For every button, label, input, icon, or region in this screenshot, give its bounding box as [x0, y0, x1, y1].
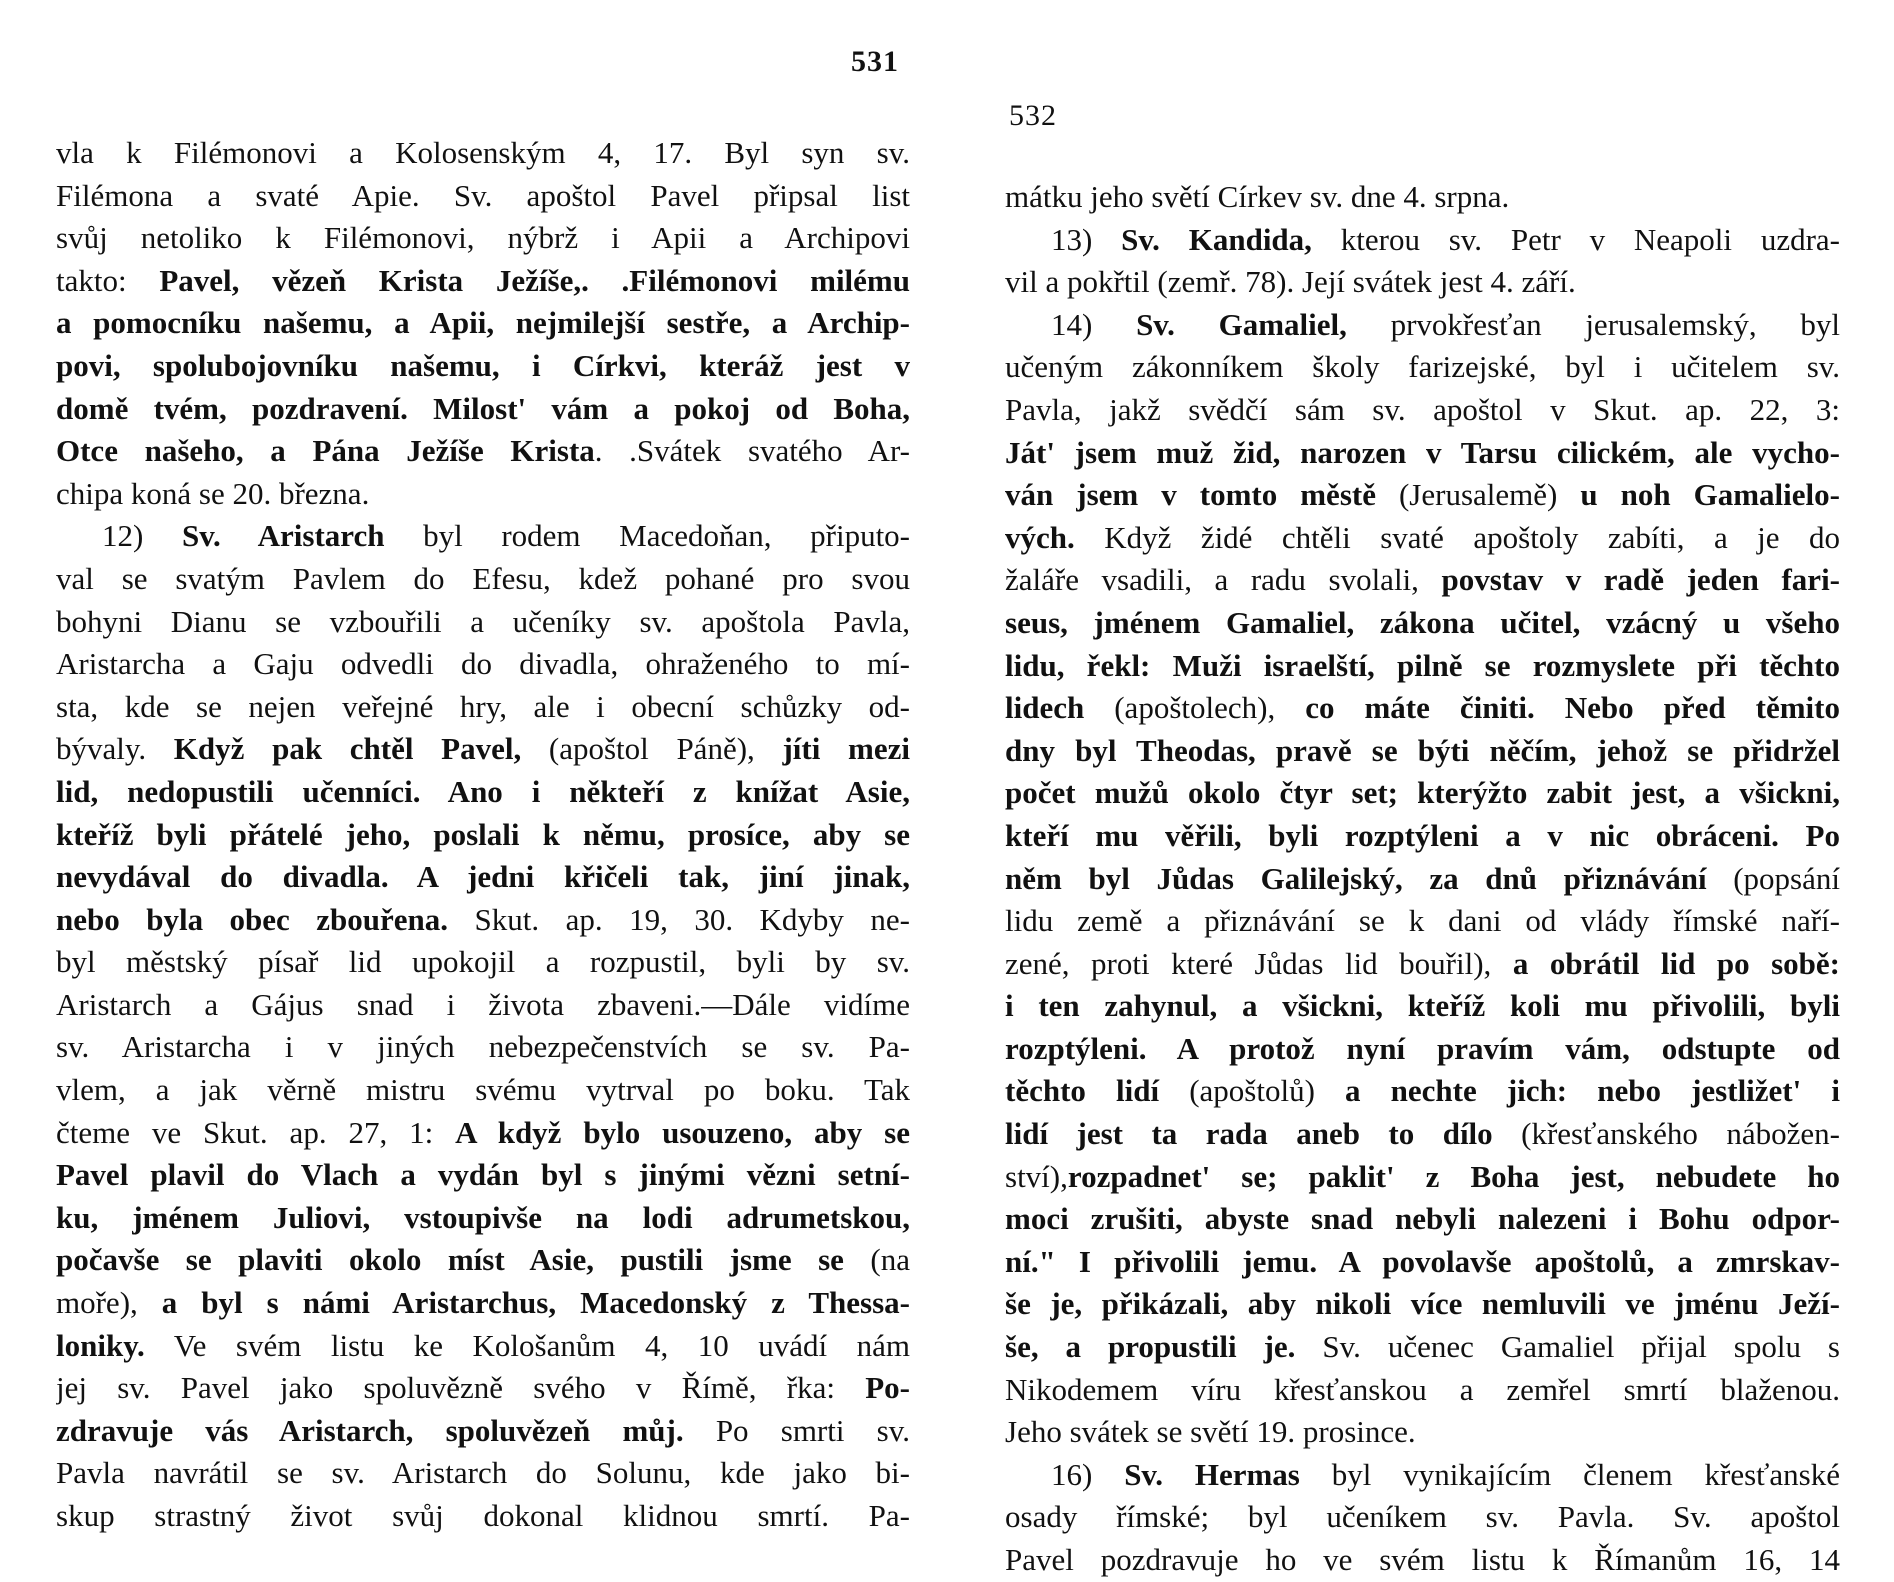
bold-text: počet mužů okolo čtyr set; kterýžto zabit jest, a všickni, [1005, 775, 1840, 811]
text-line [1005, 1028, 1840, 1071]
bold-text: Ját' jsem muž žid, narozen v Tarsu cilickém, ale vycho- [1005, 434, 1840, 470]
bold-text: zdravuje vás Aristarch, spoluvězeň můj. [56, 1412, 684, 1448]
text-line [56, 430, 910, 473]
text-line [56, 1197, 910, 1240]
text-line [56, 175, 910, 218]
text-span: val se svatým Pavlem do Efesu, kdež pohané pro svou [56, 560, 910, 596]
text-span: prvokřesťan jerusalemský, byl [1346, 306, 1840, 342]
text-line [56, 1367, 910, 1410]
text-line [1005, 261, 1840, 304]
bold-text: seus, jménem Gamaliel, zákona učitel, vzácný u všeho [1005, 604, 1840, 640]
text-line [56, 515, 910, 558]
bold-text: kteříž byli přátelé jeho, poslali k němu, prosíce, aby se [56, 816, 910, 852]
text-span: (Jerusalemě) [1375, 477, 1581, 513]
text-span: svůj netoliko k Filémonovi, nýbrž i Apii a Archipovi [56, 220, 910, 256]
bold-text: A když bylo usouzeno, aby se [455, 1114, 910, 1150]
text-line [1005, 219, 1840, 262]
text-line [56, 1112, 910, 1155]
text-span: Jeho svátek se světí 19. prosince. [1005, 1414, 1416, 1450]
bold-text: ván jsem v tomto městě [1005, 477, 1376, 513]
bold-text: dny byl Theodas, pravě se býti něčím, jehož se přidržel [1005, 732, 1840, 768]
text-span: (apoštolech), [1084, 690, 1306, 726]
text-line [1005, 602, 1840, 645]
text-line [56, 643, 910, 686]
text-line [1005, 1539, 1840, 1582]
text-line [56, 1282, 910, 1325]
page-number: 531 [851, 45, 899, 78]
text-line [1005, 645, 1840, 688]
text-line [56, 1239, 910, 1282]
text-line [56, 388, 910, 431]
text-span: (na [843, 1242, 910, 1278]
text-line [1005, 346, 1840, 389]
text-span: Po smrti sv. [683, 1412, 910, 1448]
text-span: Filémona a svaté Apie. Sv. apoštol Pavel připsal list [56, 177, 910, 213]
bold-text: těchto lidí [1005, 1073, 1160, 1109]
text-span: (popsání [1706, 860, 1840, 896]
bold-text: lidí jest ta rada aneb to dílo [1005, 1116, 1493, 1152]
text-span: Pavla, jakž svědčí sám sv. apoštol v Skut. ap. 22, 3: [1005, 391, 1840, 427]
bold-text: Sv. Hermas [1124, 1456, 1300, 1492]
text-span: vlem, a jak věrně mistru svému vytrval po boku. Tak [56, 1072, 910, 1108]
text-span: Sv. učenec Gamaliel přijal spolu s [1295, 1329, 1840, 1365]
text-span: sv. Aristarcha i v jiných nebezpečenstvích se sv. Pa- [56, 1029, 910, 1065]
text-span: žaláře vsadili, a radu svolali, [1005, 562, 1442, 598]
bold-text: lidu, řekl: Muži israelští, pilně se rozmyslete při těchto [1005, 647, 1840, 683]
text-span: Pavla navrátil se sv. Aristarch do Solunu, kde jako bi- [56, 1455, 910, 1491]
bold-text: moci zrušiti, abyste snad nebyli nalezeni i Bohu odpor- [1005, 1201, 1840, 1237]
text-line [1005, 815, 1840, 858]
bold-text: povi, spolubojovníku našemu, i Církvi, kteráž jest v [56, 347, 910, 383]
text-line [1005, 1454, 1840, 1497]
text-span: (křesťanského nábožen- [1492, 1116, 1840, 1152]
text-line [56, 1069, 910, 1112]
bold-text: Pavel plavil do Vlach a vydán byl s jinými vězni setní- [56, 1157, 910, 1193]
bold-text: ku, jménem Juliovi, vstoupivše na lodi adrumetskou, [56, 1199, 910, 1235]
text-line [1005, 1411, 1840, 1454]
text-line [56, 856, 910, 899]
text-line [1005, 687, 1840, 730]
text-line [1005, 1198, 1840, 1241]
text-span: vla k Filémonovi a Kolosenským 4, 17. Byl syn sv. [56, 135, 910, 170]
bold-text: Pavel, vězeň Krista Ježíše,. .Filémonovi milému [159, 262, 910, 298]
text-span: moře), [56, 1285, 162, 1321]
text-span: (apoštol Páně), [521, 731, 783, 767]
text-span: 14) [1051, 306, 1137, 342]
text-line [56, 814, 910, 857]
text-line [56, 132, 910, 175]
text-line [56, 1026, 910, 1069]
text-span: bývaly. [56, 731, 174, 767]
text-span: kterou sv. Petr v Neapoli uzdra- [1311, 221, 1840, 257]
text-span: byl rodem Macedoňan, připuto- [384, 518, 910, 554]
text-span: 13) [1051, 221, 1122, 257]
bold-text: loniky. [56, 1327, 145, 1363]
text-line [56, 941, 910, 984]
text-line [56, 984, 910, 1027]
bold-text: i ten zahynul, a všickni, kteříž koli mu přivolili, byli [1005, 988, 1840, 1024]
text-span: ství), [1005, 1158, 1068, 1194]
text-line [1005, 1369, 1840, 1412]
bold-text: nevydával do divadla. A jedni křičeli tak, jiní jinak, [56, 859, 910, 895]
text-line [56, 302, 910, 345]
text-line [1005, 1070, 1840, 1113]
text-line [56, 1452, 910, 1495]
bold-text: a byl s námi Aristarchus, Macedonský z Thessa- [161, 1285, 910, 1321]
text-span: Aristarch a Gájus snad i života zbaveni.—Dále vidíme [56, 986, 910, 1022]
bold-text: co máte činiti. Nebo před těmito [1305, 690, 1840, 726]
text-line [1005, 1326, 1840, 1369]
text-span: 12) [102, 518, 182, 554]
bold-text: u noh Gamalielo- [1580, 477, 1840, 513]
text-line [1005, 730, 1840, 773]
bold-text: Když pak chtěl Pavel, [173, 731, 522, 767]
text-span: Pavel pozdravuje ho ve svém listu k Římanům 16, 14 [1005, 1542, 1840, 1577]
page-text [56, 132, 910, 1538]
page-number: 532 [1009, 99, 1057, 132]
text-line [1005, 517, 1840, 560]
text-line [1005, 389, 1840, 432]
text-line [56, 686, 910, 729]
text-span: skup strastný život svůj dokonal klidnou smrtí. Pa- [56, 1498, 910, 1533]
bold-text: ní." I přivolili jemu. A povolavše apoštolů, a zmrskav- [1005, 1243, 1840, 1279]
text-line [56, 345, 910, 388]
text-line [56, 558, 910, 601]
text-span: Skut. ap. 19, 30. Kdyby ne- [448, 901, 910, 937]
bold-text: počavše se plaviti okolo míst Asie, pustili jsme se [56, 1242, 844, 1278]
text-line [56, 899, 910, 942]
bold-text: še je, přikázali, aby nikoli více nemluvili ve jménu Ježí- [1005, 1286, 1840, 1322]
bold-text: něm byl Jůdas Galilejský, za dnů přiznávání [1005, 860, 1707, 896]
text-line [1005, 985, 1840, 1028]
text-span: Aristarcha a Gaju odvedli do divadla, ohraženého to mí- [56, 646, 910, 682]
text-line [1005, 1156, 1840, 1199]
text-line [1005, 176, 1840, 219]
text-span: . .Svátek svatého Ar- [594, 433, 910, 469]
text-span: učeným zákonníkem školy farizejské, byl i učitelem sv. [1005, 349, 1840, 385]
bold-text: Po- [865, 1370, 910, 1406]
text-line [56, 1154, 910, 1197]
bold-text: še, a propustili je. [1005, 1329, 1296, 1365]
bold-text: a nechte jich: nebo jestližet' i [1345, 1073, 1840, 1109]
bold-text: jíti mezi [782, 731, 910, 767]
text-span: chipa koná se 20. března. [56, 475, 370, 511]
bold-text: vých. [1005, 519, 1075, 555]
text-line [1005, 304, 1840, 347]
bold-text: kteří mu věřili, byli rozptýleni a v nic obráceni. Po [1005, 817, 1840, 853]
text-line [56, 771, 910, 814]
text-span: zené, proti které Jůdas lid bouřil), [1005, 945, 1513, 981]
text-span: mátku jeho světí Církev sv. dne 4. srpna. [1005, 179, 1510, 214]
bold-text: a obrátil lid po sobě: [1512, 945, 1840, 981]
text-line [1005, 900, 1840, 943]
bold-text: rozptýleni. A protož nyní pravím vám, odstupte od [1005, 1030, 1840, 1066]
text-line [1005, 1241, 1840, 1284]
text-line [1005, 1496, 1840, 1539]
text-span: 16) [1051, 1456, 1125, 1492]
text-line [1005, 858, 1840, 901]
text-span: Když židé chtěli svaté apoštoly zabíti, a je do [1074, 519, 1840, 555]
bold-text: Sv. Aristarch [181, 518, 385, 554]
text-span: čteme ve Skut. ap. 27, 1: [56, 1114, 456, 1150]
bold-text: Otce našeho, a Pána Ježíše Krista [56, 433, 595, 469]
text-line [1005, 1283, 1840, 1326]
text-span: lidu země a přiznávání se k dani od vlády římské naří- [1005, 903, 1840, 939]
text-line [1005, 1113, 1840, 1156]
bold-text: Sv. Gamaliel, [1136, 306, 1347, 342]
text-span: byl vynikajícím členem křesťanské [1299, 1456, 1840, 1492]
bold-text: lidech [1005, 690, 1085, 726]
text-span: byl městský písař lid upokojil a rozpustil, byli by sv. [56, 944, 910, 980]
text-line [56, 1410, 910, 1453]
text-span: takto: [56, 262, 160, 298]
text-span: bohyni Dianu se vzbouřili a učeníky sv. apoštola Pavla, [56, 603, 910, 639]
text-line [1005, 559, 1840, 602]
text-line [56, 260, 910, 303]
bold-text: domě tvém, pozdravení. Milost' vám a pokoj od Boha, [56, 390, 910, 426]
bold-text: Sv. Kandida, [1121, 221, 1312, 257]
text-line [56, 217, 910, 260]
text-span: sta, kde se nejen veřejné hry, ale i obecní schůzky od- [56, 688, 910, 724]
text-span: vil a pokřtil (zemř. 78). Její svátek jest 4. září. [1005, 264, 1576, 300]
text-line [56, 601, 910, 644]
page-text [1005, 176, 1840, 1582]
bold-text: lid, nedopustili učenníci. Ano i někteří z knížat Asie, [56, 773, 910, 809]
text-line [1005, 432, 1840, 475]
bold-text: a pomocníku našemu, a Apii, nejmilejší sestře, a Archip- [56, 305, 910, 341]
text-span: Nikodemem víru křesťanskou a zemřel smrtí blaženou. [1005, 1371, 1840, 1407]
bold-text: nebo byla obec zbouřena. [56, 901, 449, 937]
text-line [56, 1325, 910, 1368]
text-line [1005, 943, 1840, 986]
text-line [56, 1495, 910, 1538]
text-line [56, 728, 910, 771]
text-span: (apoštolů) [1159, 1073, 1346, 1109]
bold-text: rozpadnet' se; paklit' z Boha jest, nebudete ho [1067, 1158, 1840, 1194]
text-span: jej sv. Pavel jako spoluvězně svého v Římě, řka: [56, 1370, 866, 1406]
text-line [1005, 772, 1840, 815]
text-line [1005, 474, 1840, 517]
bold-text: povstav v radě jeden fari- [1441, 562, 1840, 598]
text-span: Ve svém listu ke Kološanům 4, 10 uvádí nám [144, 1327, 910, 1363]
text-line [56, 473, 910, 516]
text-span: osady římské; byl učeníkem sv. Pavla. Sv. apoštol [1005, 1499, 1840, 1535]
